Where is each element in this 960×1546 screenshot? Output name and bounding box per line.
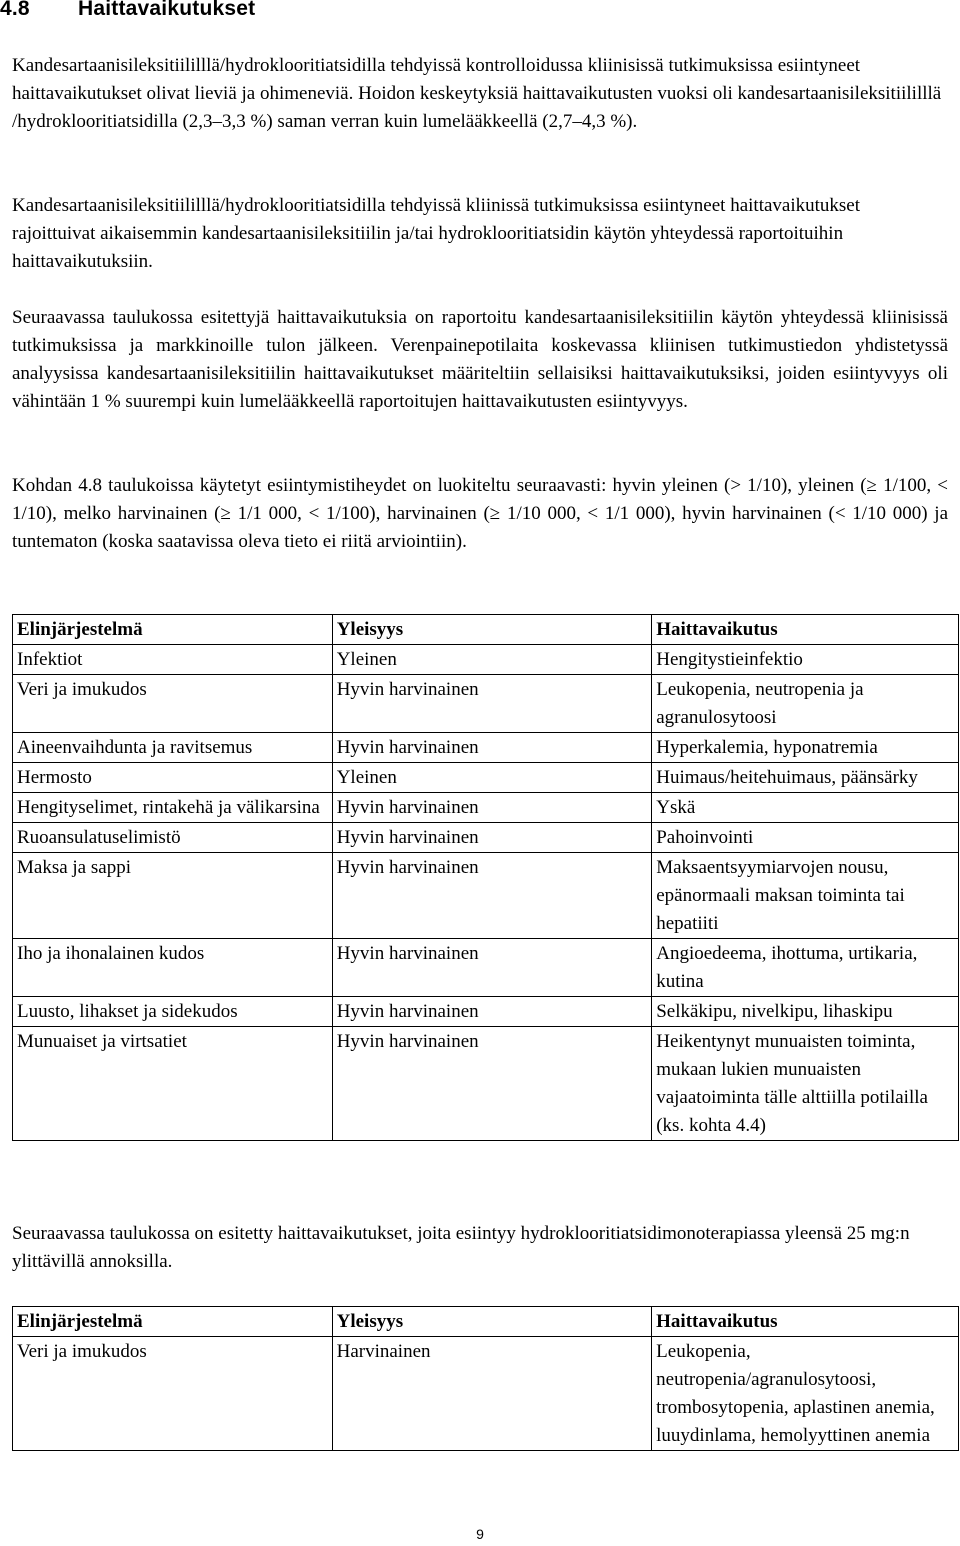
table-row bbox=[13, 939, 959, 997]
organ-system-cell: Aineenvaihdunta ja ravitsemus bbox=[13, 733, 333, 763]
table-row bbox=[13, 823, 959, 853]
organ-system-cell: Infektiot bbox=[13, 645, 333, 675]
header-organ-system: Elinjärjestelmä bbox=[13, 615, 333, 645]
section-title: Haittavaikutukset bbox=[78, 0, 256, 20]
organ-system-cell: Munuaiset ja virtsatiet bbox=[13, 1027, 333, 1141]
header-organ-system: Elinjärjestelmä bbox=[13, 1307, 333, 1337]
frequency-cell: Hyvin harvinainen bbox=[332, 939, 652, 997]
frequency-cell: Hyvin harvinainen bbox=[332, 793, 652, 823]
hydrochlorothiazide-effects-table bbox=[12, 1306, 959, 1451]
adverse-effect-cell: Hyperkalemia, hyponatremia bbox=[652, 733, 959, 763]
header-adverse-effect: Haittavaikutus bbox=[652, 1307, 959, 1337]
table-row bbox=[13, 853, 959, 939]
table-row bbox=[13, 733, 959, 763]
adverse-effect-cell: Leukopenia, neutropenia ja agranulosytoosi bbox=[652, 675, 959, 733]
table-row bbox=[13, 763, 959, 793]
organ-system-cell: Veri ja imukudos bbox=[13, 675, 333, 733]
header-frequency: Yleisyys bbox=[332, 1307, 652, 1337]
frequency-cell: Hyvin harvinainen bbox=[332, 823, 652, 853]
adverse-effect-cell: Selkäkipu, nivelkipu, lihaskipu bbox=[652, 997, 959, 1027]
section-number: 4.8 bbox=[0, 0, 30, 20]
adverse-effects-table bbox=[12, 614, 959, 1141]
paragraph-clinical-studies: Kandesartaanisileksitiililllä/hydroklooritiatsidilla tehdyissä kliinissä tutkimuksissa esiintyneet haittavaikutukset rajoittuivat aikaisemmin kandesartaanisileksitiilin ja/tai hydroklooritiatsidin käytön yhteydessä raportoituihin haittavaikutuksiin. bbox=[12, 195, 861, 272]
table-header-row bbox=[13, 615, 959, 645]
frequency-cell: Hyvin harvinainen bbox=[332, 853, 652, 939]
section-heading bbox=[0, 0, 255, 21]
frequency-cell: Hyvin harvinainen bbox=[332, 1027, 652, 1141]
page-number: 9 bbox=[476, 1526, 484, 1542]
frequency-cell: Yleinen bbox=[332, 645, 652, 675]
paragraph-frequency-definitions: Kohdan 4.8 taulukoissa käytetyt esiintymistiheydet on luokiteltu seuraavasti: hyvin yleinen (> 1/10), yleinen (≥ 1/100, < 1/10), melko harvinainen (≥ 1/1 000, < 1/100), harvinainen (≥ 1/10 000, < 1/1 000), hyvin harvinainen (< 1/10 000) ja tuntematon (koska saatavissa oleva tieto ei riitä arviointiin). bbox=[12, 475, 948, 552]
organ-system-cell: Luusto, lihakset ja sidekudos bbox=[13, 997, 333, 1027]
adverse-effect-cell: Leukopenia, neutropenia/agranulosytoosi, trombosytopenia, aplastinen anemia, luuydinlama, hemolyyttinen anemia bbox=[652, 1337, 959, 1451]
adverse-effect-cell: Maksaentsyymiarvojen nousu, epänormaali maksan toiminta tai hepatiiti bbox=[652, 853, 959, 939]
adverse-effect-cell: Hengitystieinfektio bbox=[652, 645, 959, 675]
organ-system-cell: Iho ja ihonalainen kudos bbox=[13, 939, 333, 997]
table-row bbox=[13, 1337, 959, 1451]
adverse-effect-cell: Angioedeema, ihottuma, urtikaria, kutina bbox=[652, 939, 959, 997]
organ-system-cell: Hermosto bbox=[13, 763, 333, 793]
header-frequency: Yleisyys bbox=[332, 615, 652, 645]
table-row bbox=[13, 645, 959, 675]
table-row bbox=[13, 793, 959, 823]
organ-system-cell: Maksa ja sappi bbox=[13, 853, 333, 939]
frequency-cell: Hyvin harvinainen bbox=[332, 675, 652, 733]
table-header-row bbox=[13, 1307, 959, 1337]
adverse-effect-cell: Yskä bbox=[652, 793, 959, 823]
organ-system-cell: Ruoansulatuselimistö bbox=[13, 823, 333, 853]
frequency-cell: Harvinainen bbox=[332, 1337, 652, 1451]
adverse-effect-cell: Heikentynyt munuaisten toiminta, mukaan lukien munuaisten vajaatoiminta tälle alttiilla potilailla (ks. kohta 4.4) bbox=[652, 1027, 959, 1141]
adverse-effect-cell: Pahoinvointi bbox=[652, 823, 959, 853]
paragraph-intro: Kandesartaanisileksitiililllä/hydroklooritiatsidilla tehdyissä kontrolloidussa kliinisissä tutkimuksissa esiintyneet haittavaikutukset olivat lieviä ja ohimeneviä. Hoidon keskeytyksiä haittavaikutusten vuoksi oli kandesartaanisileksitiililllä /hydroklooritiatsidilla (2,3–3,3 %) saman verran kuin lumelääkkeellä (2,7–4,3 %). bbox=[12, 55, 942, 132]
frequency-cell: Hyvin harvinainen bbox=[332, 733, 652, 763]
table-row bbox=[13, 1027, 959, 1141]
organ-system-cell: Hengityselimet, rintakehä ja välikarsina bbox=[13, 793, 333, 823]
frequency-cell: Yleinen bbox=[332, 763, 652, 793]
adverse-effect-cell: Huimaus/heitehuimaus, päänsärky bbox=[652, 763, 959, 793]
frequency-cell: Hyvin harvinainen bbox=[332, 997, 652, 1027]
header-adverse-effect: Haittavaikutus bbox=[652, 615, 959, 645]
table-row bbox=[13, 675, 959, 733]
paragraph-hydrochlorothiazide: Seuraavassa taulukossa on esitetty haittavaikutukset, joita esiintyy hydroklooritiatsidimonoterapiassa yleensä 25 mg:n ylittävillä annoksilla. bbox=[12, 1223, 910, 1272]
organ-system-cell: Veri ja imukudos bbox=[13, 1337, 333, 1451]
table-row bbox=[13, 997, 959, 1027]
paragraph-table-description: Seuraavassa taulukossa esitettyjä haittavaikutuksia on raportoitu kandesartaanisileksitiilin käytön yhteydessä kliinisissä tutkimuksissa ja markkinoille tulon jälkeen. Verenpainepotilaita koskevassa kliinisen tutkimustiedon yhdistetyssä analyysissa kandesartaanisileksitiilin haittavaikutukset määriteltiin sellaisiksi haittavaikutuksiksi, joiden esiintyvyys oli vähintään 1 % suurempi kuin lumelääkkeellä raportoitujen haittavaikutusten esiintyvyys. bbox=[12, 307, 948, 412]
